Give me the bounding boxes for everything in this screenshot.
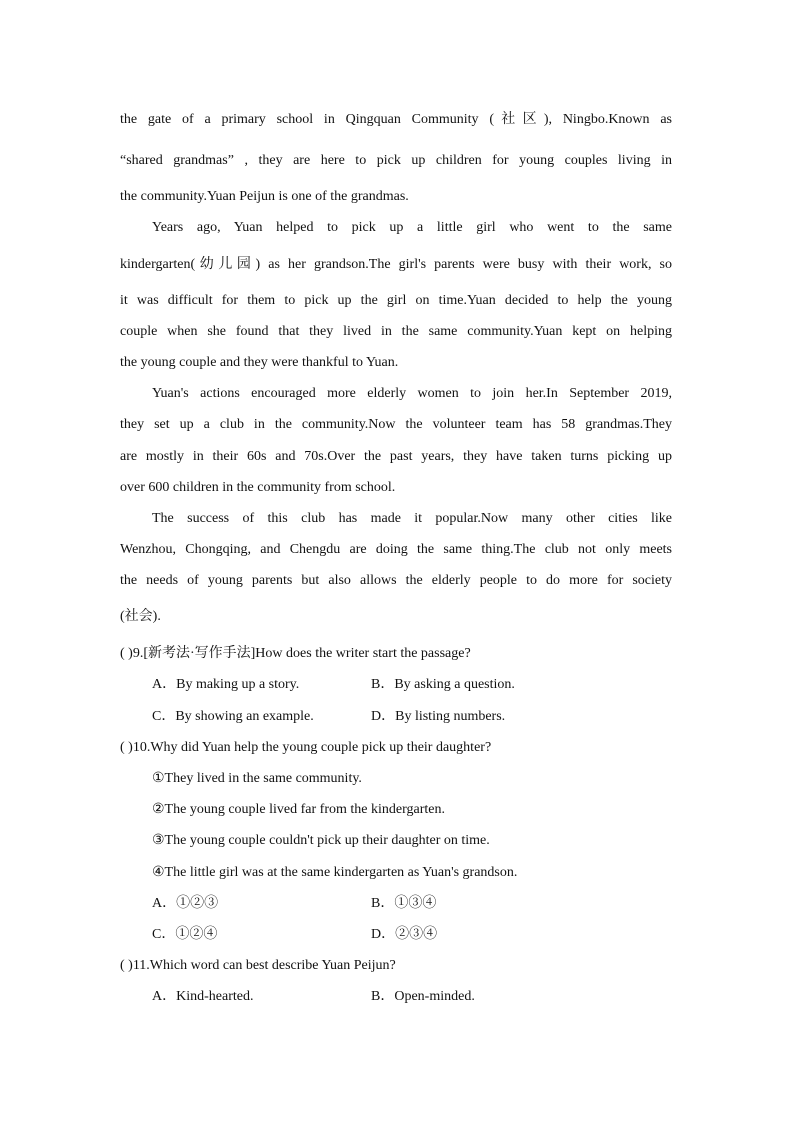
passage-line: are mostly in their 60s and 70s.Over the past years, they have taken turns picking up [120,449,672,464]
question-9-option-b[interactable]: B．By asking a question. [371,677,515,692]
question-9-option-c[interactable]: C．By showing an example. [152,709,314,724]
passage-line: Wenzhou, Chongqing, and Chengdu are doing the same thing.The club not only meets [120,542,672,557]
passage-line: Yuan's actions encouraged more elderly women to join her.In September 2019, [152,386,672,401]
passage-line: “shared grandmas” , they are here to pick up children for young couples living in [120,153,672,168]
passage-line: over 600 children in the community from school. [120,480,396,495]
passage-line: The success of this club has made it popular.Now many other cities like [152,511,672,526]
question-11-option-a[interactable]: A．Kind-hearted. [152,989,254,1004]
question-10-item: ②The young couple lived far from the kindergarten. [152,802,445,817]
question-10-stem: ( )10.Why did Yuan help the young couple pick up their daughter? [120,740,492,755]
question-10-option-c[interactable]: C．①②④ [152,927,218,942]
question-9-option-a[interactable]: A．By making up a story. [152,677,300,692]
passage-line: kindergarten(幼儿园) as her grandson.The girl's parents were busy with their work, so [120,257,672,272]
passage-line: it was difficult for them to pick up the girl on time.Yuan decided to help the young [120,293,672,308]
passage-line: the gate of a primary school in Qingquan Community (社区), Ningbo.Known as [120,112,672,127]
question-10-item: ④The little girl was at the same kindergarten as Yuan's grandson. [152,865,518,880]
question-11-option-b[interactable]: B．Open-minded. [371,989,475,1004]
question-10-option-a[interactable]: A．①②③ [152,896,219,911]
passage-line: couple when she found that they lived in the same community.Yuan kept on helping [120,324,672,339]
question-9-option-d[interactable]: D．By listing numbers. [371,709,506,724]
question-9-stem: ( )9.[新考法·写作手法]How does the writer start the passage? [120,646,471,661]
passage-line: the young couple and they were thankful to Yuan. [120,355,399,370]
question-10-option-d[interactable]: D．②③④ [371,927,438,942]
passage-line: Years ago, Yuan helped to pick up a little girl who went to the same [152,220,672,235]
question-10-item: ③The young couple couldn't pick up their daughter on time. [152,833,490,848]
question-11-stem: ( )11.Which word can best describe Yuan Peijun? [120,958,396,973]
passage-line: they set up a club in the community.Now the volunteer team has 58 grandmas.They [120,417,672,432]
passage-line: the community.Yuan Peijun is one of the grandmas. [120,189,409,204]
question-10-item: ①They lived in the same community. [152,771,362,786]
question-10-option-b[interactable]: B．①③④ [371,896,437,911]
passage-line: (社会). [120,609,161,624]
passage-line: the needs of young parents but also allows the elderly people to do more for society [120,573,672,588]
